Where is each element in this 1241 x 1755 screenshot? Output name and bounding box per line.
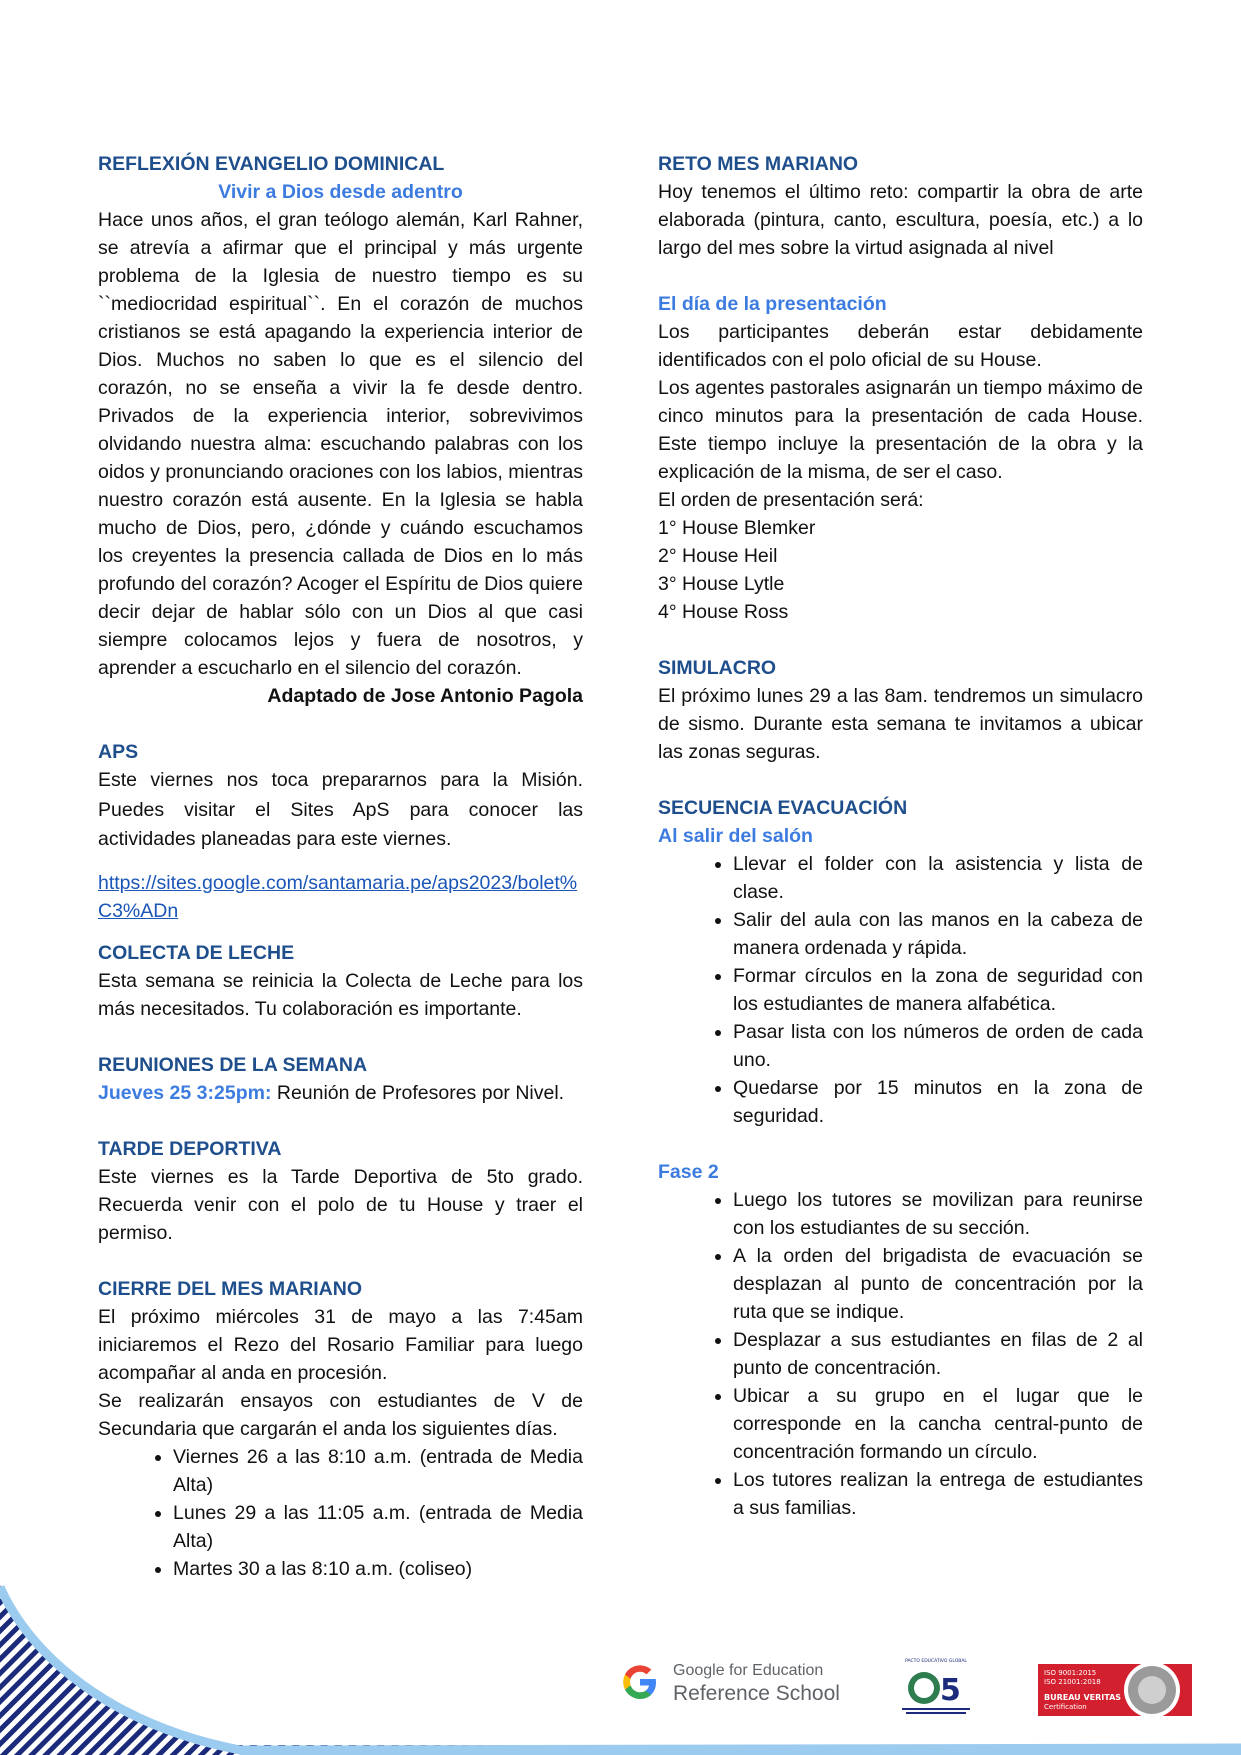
secuencia-list1 bbox=[658, 850, 1143, 1130]
aps-link[interactable]: https://sites.google.com/santamaria.pe/aps2023/bolet%C3%ADn bbox=[98, 871, 578, 922]
reto-body: Hoy tenemos el último reto: compartir la obra de arte elaborada (pintura, canto, escultura, poesía, etc.) a lo largo del mes sobre la virtud asignada al nivel bbox=[658, 181, 1143, 259]
reflexion-credit: Adaptado de Jose Antonio Pagola bbox=[267, 685, 583, 707]
reflexion-body: Hace unos años, el gran teólogo alemán, Karl Rahner, se atrevía a afirmar que el principal y más urgente problema de la Iglesia de nuestro tiempo es su ``mediocridad espiritual``. En el corazón de muchos cristianos se está apagando la experiencia interior de Dios. Muchos no saben lo que es el silencio del corazón, no se enseña a vivir la fe desde dentro. Privados de la experiencia interior, sobrevivimos olvidando nuestra alma: escuchando palabras con los oidos y pronunciando oraciones con los labios, mientras nuestro corazón está ausente. En la Iglesia se habla mucho de Dios, pero, ¿dónde y cuándo escuchamos los creyentes la presencia callada de Dios en lo más profundo del corazón? Acoger el Espíritu de Dios quiere decir dejar de hablar sólo con un Dios al que casi siempre colocamos lejos y fuera de nosotros, y aprender a escucharlo en el silencio del corazón. bbox=[98, 209, 583, 679]
aps-heading: APS bbox=[98, 741, 139, 763]
presentacion-p1: Los participantes deberán estar debidamente identificados con el polo oficial de su House. bbox=[658, 321, 1143, 371]
list-item: • Martes 30 a las 8:10 a.m. (coliseo) bbox=[173, 1555, 583, 1583]
list-item: • Pasar lista con los números de orden de cada uno. bbox=[733, 1018, 1143, 1074]
svg-text:ISO 9001:2015: ISO 9001:2015 bbox=[1044, 1669, 1097, 1677]
list-item: • Desplazar a sus estudiantes en filas de 2 al punto de concentración. bbox=[733, 1326, 1143, 1382]
order-item: 3° House Lytle bbox=[658, 573, 785, 595]
tarde-heading: TARDE DEPORTIVA bbox=[98, 1137, 282, 1160]
list-item: • A la orden del brigadista de evacuación se desplazan al punto de concentración por la ruta que se indique. bbox=[733, 1242, 1143, 1326]
reuniones-heading: REUNIONES DE LA SEMANA bbox=[98, 1053, 368, 1076]
reuniones-what: Reunión de Profesores por Nivel. bbox=[271, 1081, 565, 1104]
list-item: • Viernes 26 a las 8:10 a.m. (entrada de Media Alta) bbox=[173, 1443, 583, 1499]
reflexion-heading: REFLEXIÓN EVANGELIO DOMINICAL bbox=[98, 153, 445, 175]
list-item: • Quedarse por 15 minutos en la zona de seguridad. bbox=[733, 1074, 1143, 1130]
cierre-body2: Se realizarán ensayos con estudiantes de V de Secundaria que cargarán el anda los siguientes días. bbox=[98, 1389, 583, 1440]
reuniones-when: Jueves 25 3:25pm: bbox=[98, 1081, 272, 1104]
reto-heading: RETO MES MARIANO bbox=[658, 153, 859, 175]
right-column bbox=[658, 150, 1143, 1522]
secuencia-list2 bbox=[658, 1186, 1143, 1522]
order-item: 2° House Heil bbox=[658, 545, 778, 567]
pacto-text: PACTO EDUCATIVO GLOBAL bbox=[905, 1659, 967, 1664]
secuencia-sub2: Fase 2 bbox=[658, 1161, 719, 1183]
reflexion-subtitle: Vivir a Dios desde adentro bbox=[218, 181, 463, 203]
list-item: • Luego los tutores se movilizan para reunirse con los estudiantes de su sección. bbox=[733, 1186, 1143, 1242]
simulacro-body: El próximo lunes 29 a las 8am. tendremos un simulacro de sismo. Durante esta semana te invitamos a ubicar las zonas seguras. bbox=[658, 685, 1143, 763]
list-item: • Formar círculos en la zona de seguridad con los estudiantes de manera alfabética. bbox=[733, 962, 1143, 1018]
colecta-heading: COLECTA DE LECHE bbox=[98, 941, 295, 964]
cierre-heading: CIERRE DEL MES MARIANO bbox=[98, 1277, 362, 1300]
svg-text:5: 5 bbox=[940, 1673, 961, 1708]
pacto-educativo-logo bbox=[896, 1656, 976, 1718]
secuencia-sub1: Al salir del salón bbox=[658, 825, 813, 847]
list-item: • Lunes 29 a las 11:05 a.m. (entrada de Media Alta) bbox=[173, 1499, 583, 1555]
list-item: • Los tutores realizan la entrega de estudiantes a sus familias. bbox=[733, 1466, 1143, 1522]
colecta-body: Esta semana se reinicia la Colecta de Leche para los más necesitados. Tu colaboración es importante. bbox=[98, 969, 583, 1020]
cierre-list bbox=[98, 1443, 583, 1583]
list-item: • Salir del aula con las manos en la cabeza de manera ordenada y rápida. bbox=[733, 906, 1143, 962]
reuniones-line bbox=[98, 1079, 583, 1107]
order-item: 4° House Ross bbox=[658, 601, 789, 623]
cierre-body1: El próximo miércoles 31 de mayo a las 7:45am iniciaremos el Rezo del Rosario Familiar para luego acompañar al anda en procesión. bbox=[98, 1305, 583, 1384]
simulacro-heading: SIMULACRO bbox=[658, 657, 777, 679]
list-item: • Ubicar a su grupo en el lugar que le corresponde en la cancha central-punto de concentración formando un círculo. bbox=[733, 1382, 1143, 1466]
bureau-veritas-logo bbox=[1038, 1662, 1192, 1718]
presentacion-p2: Los agentes pastorales asignarán un tiempo máximo de cinco minutos para la presentación de cada House. Este tiempo incluye la presentación de la obra y la explicación de la misma, de ser el caso. bbox=[658, 377, 1143, 483]
svg-text:Certification: Certification bbox=[1044, 1703, 1087, 1711]
presentacion-subheading: El día de la presentación bbox=[658, 293, 887, 315]
list-item: • Llevar el folder con la asistencia y lista de clase. bbox=[733, 850, 1143, 906]
secuencia-heading: SECUENCIA EVACUACIÓN bbox=[658, 797, 908, 819]
left-column bbox=[98, 150, 583, 1583]
google-g-icon bbox=[620, 1662, 660, 1702]
order-item: 1° House Blemker bbox=[658, 517, 816, 539]
tarde-body: Este viernes es la Tarde Deportiva de 5to grado. Recuerda venir con el polo de tu House y traer el permiso. bbox=[98, 1165, 583, 1244]
svg-text:BUREAU VERITAS: BUREAU VERITAS bbox=[1044, 1693, 1122, 1702]
presentacion-p3: El orden de presentación será: bbox=[658, 489, 924, 511]
svg-text:ISO 21001:2018: ISO 21001:2018 bbox=[1044, 1678, 1101, 1686]
google-reference-label: Reference School bbox=[673, 1682, 840, 1705]
google-education-label: Google for Education bbox=[673, 1662, 824, 1679]
aps-body: Este viernes nos toca prepararnos para la Misión. Puedes visitar el Sites ApS para conocer las actividades planeadas para este viernes. bbox=[98, 769, 583, 850]
